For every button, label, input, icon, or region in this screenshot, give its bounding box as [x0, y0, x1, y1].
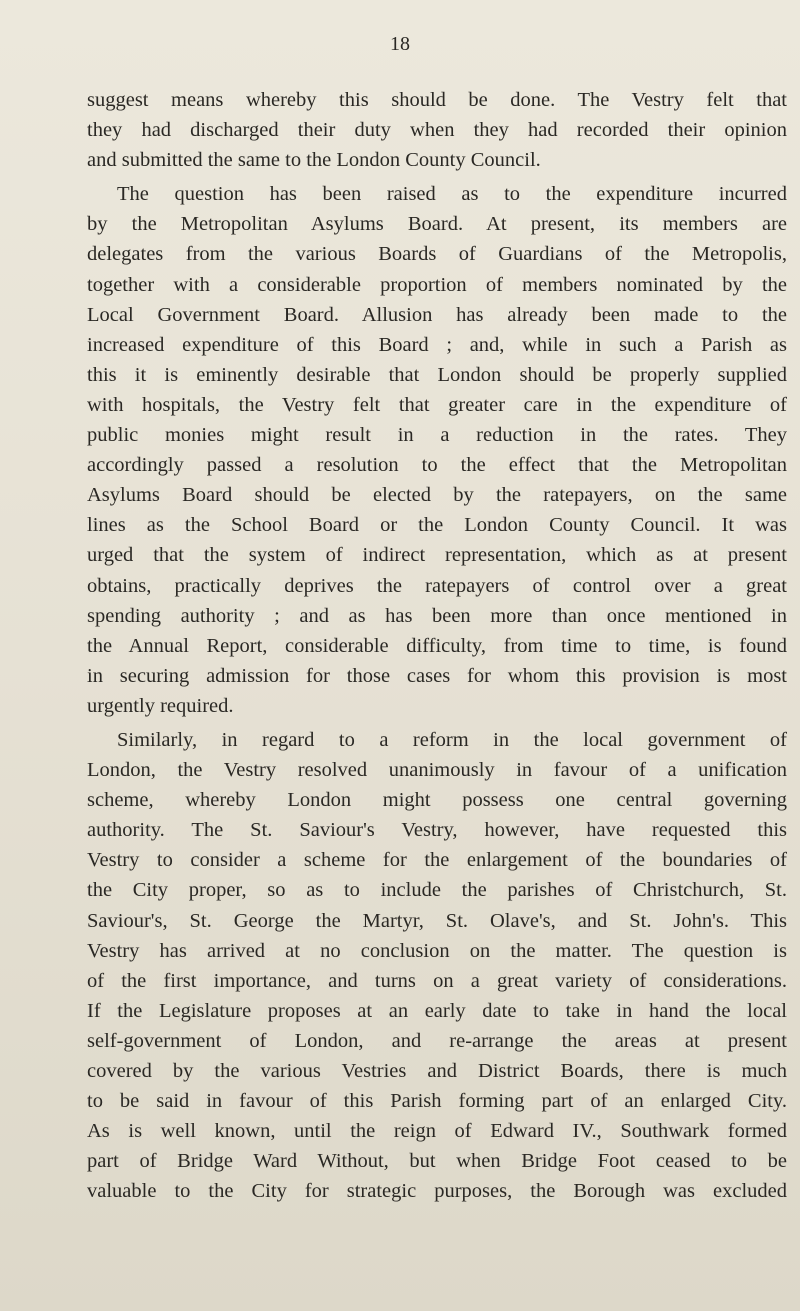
text-line: to be said in favour of this Parish forming part of an enlarged City.	[87, 1090, 787, 1113]
text-line: The question has been raised as to the expenditure incurred	[117, 183, 787, 206]
text-line: lines as the School Board or the London County Council. It was	[87, 514, 787, 537]
text-line: with hospitals, the Vestry felt that greater care in the expenditure of	[87, 393, 787, 416]
text-line: scheme, whereby London might possess one central governing	[87, 789, 787, 812]
text-line: Vestry has arrived at no conclusion on the matter. The question is	[87, 939, 787, 962]
text-line: delegates from the various Boards of Guardians of the Metropolis,	[87, 243, 787, 266]
text-line: urged that the system of indirect representation, which as at present	[87, 544, 787, 567]
text-line: self-government of London, and re-arrange the areas at present	[87, 1029, 787, 1052]
text-line: part of Bridge Ward Without, but when Bridge Foot ceased to be	[87, 1150, 787, 1173]
paragraph-3	[87, 725, 787, 1207]
text-line: and submitted the same to the London County Council.	[87, 149, 541, 172]
text-line: Similarly, in regard to a reform in the local government of	[117, 728, 787, 751]
paragraph-1	[87, 85, 787, 175]
text-line: public monies might result in a reduction in the rates. They	[87, 424, 787, 447]
text-line: valuable to the City for strategic purposes, the Borough was excluded	[87, 1180, 787, 1203]
text-line: covered by the various Vestries and District Boards, there is much	[87, 1060, 787, 1082]
paragraph-2	[87, 179, 787, 721]
text-line: London, the Vestry resolved unanimously in favour of a unification	[87, 759, 787, 782]
text-line: the City proper, so as to include the parishes of Christchurch, St.	[87, 879, 787, 902]
text-line: spending authority ; and as has been more than once mentioned in	[87, 604, 787, 627]
text-line: increased expenditure of this Board ; and, while in such a Parish as	[87, 333, 787, 356]
text-line: suggest means whereby this should be done. The Vestry felt that	[87, 89, 787, 111]
text-line: the Annual Report, considerable difficulty, from time to time, is found	[87, 634, 787, 657]
text-line: by the Metropolitan Asylums Board. At present, its members are	[87, 213, 787, 236]
text-line: Vestry to consider a scheme for the enlargement of the boundaries of	[87, 849, 787, 872]
body-text	[87, 85, 787, 1206]
text-line: urgently required.	[87, 694, 234, 717]
text-line: this it is eminently desirable that London should be properly supplied	[87, 363, 787, 386]
text-line: accordingly passed a resolution to the effect that the Metropolitan	[87, 454, 787, 477]
text-line: Asylums Board should be elected by the ratepayers, on the same	[87, 484, 787, 507]
text-line: Local Government Board. Allusion has already been made to the	[87, 303, 787, 326]
text-line: As is well known, until the reign of Edward IV., Southwark formed	[87, 1120, 787, 1143]
text-line: If the Legislature proposes at an early date to take in hand the local	[87, 999, 787, 1022]
text-line: together with a considerable proportion of members nominated by the	[87, 273, 787, 296]
text-line: they had discharged their duty when they had recorded their opinion	[87, 119, 787, 142]
text-line: in securing admission for those cases for whom this provision is most	[87, 664, 787, 687]
text-line: of the first importance, and turns on a great variety of considerations.	[87, 969, 787, 992]
text-line: obtains, practically deprives the ratepayers of control over a great	[87, 574, 787, 597]
page-number: 18	[390, 33, 410, 55]
text-line: authority. The St. Saviour's Vestry, however, have requested this	[87, 819, 787, 842]
text-line: Saviour's, St. George the Martyr, St. Olave's, and St. John's. This	[87, 909, 787, 932]
